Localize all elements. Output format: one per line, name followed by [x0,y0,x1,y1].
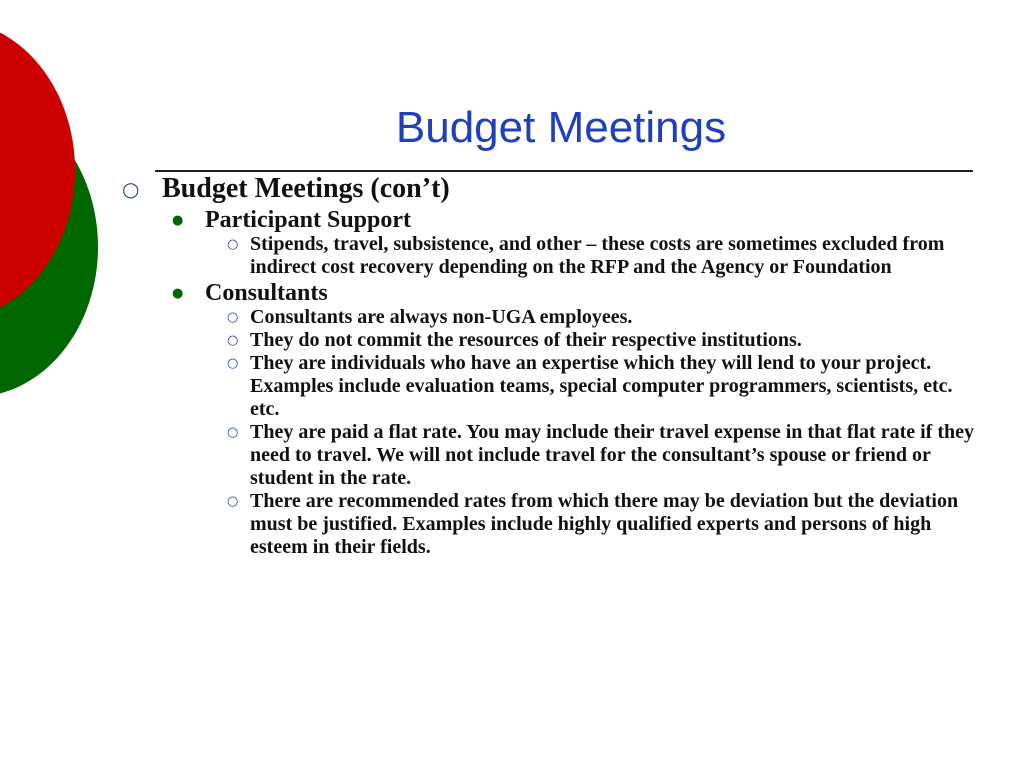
level2-text: Consultants [205,280,328,306]
level3-bullet-item [120,352,980,421]
filled-dot-icon: ● [172,286,184,301]
filled-dot-icon: ● [172,213,184,228]
level3-text: They do not commit the resources of their respective institutions. [250,329,802,351]
level3-text: They are individuals who have an expertise which they will lend to your project. Examples include evaluation teams, special computer programmers, scientists, etc. etc. [250,352,953,420]
hollow-circle-icon: ○ [122,177,140,201]
level3-bullet-item [120,329,980,352]
level3-bullet-item [120,233,980,279]
hollow-circle-icon: ○ [227,237,239,252]
level3-bullet-item [120,421,980,490]
level3-text: There are recommended rates from which there may be deviation but the deviation must be justified. Examples include highly qualified experts and persons of high esteem in their fields. [250,490,959,558]
level2-text: Participant Support [205,207,412,233]
level1-bullet-item [120,172,980,206]
hollow-circle-icon: ○ [227,333,239,348]
level3-text: Consultants are always non-UGA employees. [250,306,633,328]
level2-bullet-participant-support [120,207,980,233]
hollow-circle-icon: ○ [227,425,239,440]
level3-text: Stipends, travel, subsistence, and other – these costs are sometimes excluded from indirect cost recovery depending on the RFP and the Agency or Foundation [250,233,945,278]
level3-bullet-item [120,306,980,329]
level3-bullet-item [120,490,980,559]
hollow-circle-icon: ○ [227,356,239,371]
slide-title: Budget Meetings [395,103,727,152]
level1-text: Budget Meetings (con’t) [162,173,450,204]
hollow-circle-icon: ○ [227,494,239,509]
level3-text: They are paid a flat rate. You may include their travel expense in that flat rate if they need to travel. We will not include travel for the consultant’s spouse or friend or student in the rate. [250,421,974,489]
slide-content [120,172,980,559]
level2-bullet-consultants [120,280,980,306]
hollow-circle-icon: ○ [227,310,239,325]
